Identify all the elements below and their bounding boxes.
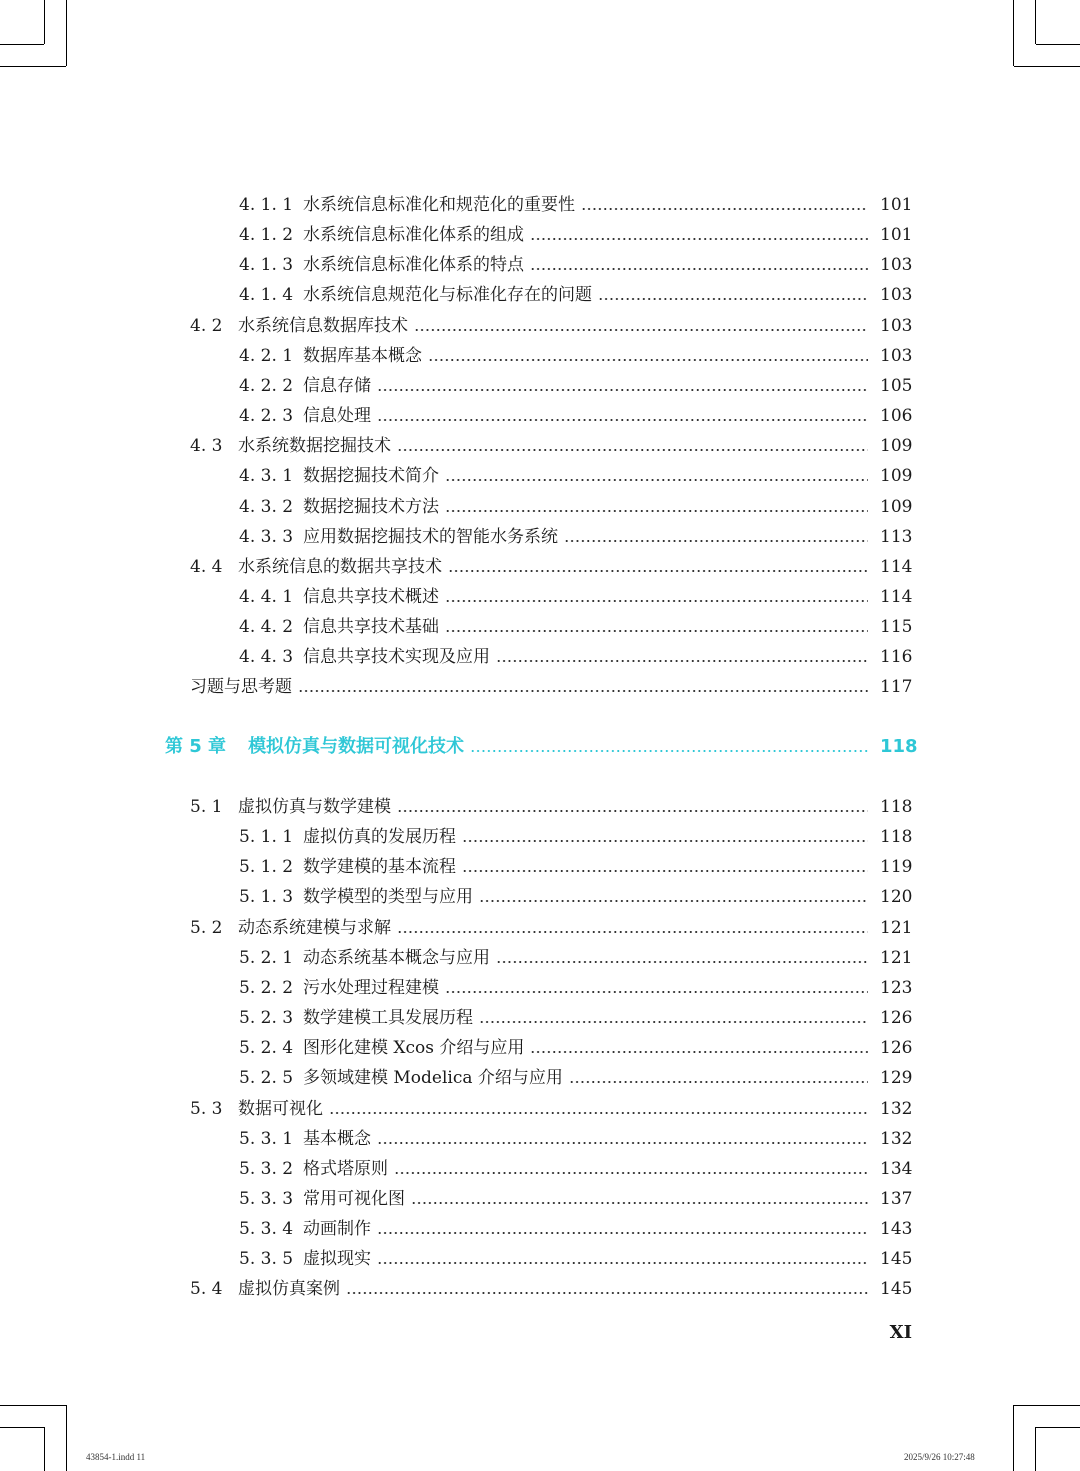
toc-entry-title: 虚拟仿真案例 xyxy=(238,1279,340,1300)
toc-entry[interactable] xyxy=(239,1244,913,1274)
toc-entry-number: 4. 3. 1 xyxy=(239,466,294,487)
toc-entry[interactable] xyxy=(239,943,913,973)
toc-entry-title: 多领域建模 Modelica 介绍与应用 xyxy=(303,1068,563,1089)
toc-entry-title: 水系统数据挖掘技术 xyxy=(238,436,391,457)
toc-entry-number: 5. 2. 1 xyxy=(239,947,294,968)
crop-mark-tl-v2 xyxy=(44,0,45,44)
toc-entry-title: 数据可视化 xyxy=(238,1098,323,1119)
toc-entry[interactable] xyxy=(239,973,913,1003)
toc-entry-number: 5. 2. 2 xyxy=(239,977,294,998)
toc-entry[interactable] xyxy=(239,822,913,852)
toc-entry-title: 信息共享技术实现及应用 xyxy=(303,647,490,668)
toc-entry-number: 5. 2. 4 xyxy=(239,1038,294,1059)
toc-entry-number: 4. 4. 3 xyxy=(239,647,294,668)
crop-mark-tr-h xyxy=(1014,66,1080,67)
toc-leader-dots xyxy=(581,190,868,220)
crop-mark-bl-v2 xyxy=(44,1427,45,1471)
toc-entry[interactable] xyxy=(239,522,913,552)
toc-entry[interactable] xyxy=(239,852,913,882)
toc-entry-number: 4. 4. 1 xyxy=(239,586,294,607)
toc-entry[interactable] xyxy=(239,642,913,672)
toc-leader-dots xyxy=(462,822,868,852)
toc-entry-page: 145 xyxy=(880,1279,913,1300)
toc-entry-title: 信息共享技术基础 xyxy=(303,617,439,638)
toc-entry-page: 103 xyxy=(880,255,913,276)
toc-entry-page: 113 xyxy=(880,526,913,547)
toc-entry-page: 120 xyxy=(880,887,913,908)
crop-mark-tr-v xyxy=(1013,0,1014,66)
toc-entry-page: 123 xyxy=(880,977,913,998)
crop-mark-br-h xyxy=(1014,1405,1080,1406)
toc-entry-number: 5. 2. 3 xyxy=(239,1008,294,1029)
toc-entry[interactable] xyxy=(190,311,913,341)
toc-entry-page: 129 xyxy=(880,1068,913,1089)
toc-entry[interactable] xyxy=(190,913,913,943)
toc-entry-page: 105 xyxy=(880,375,913,396)
toc-entry[interactable] xyxy=(239,612,913,642)
crop-mark-tl-h xyxy=(0,66,66,67)
toc-entry-page: 114 xyxy=(880,556,913,577)
toc-entry-page: 109 xyxy=(880,436,913,457)
toc-entry[interactable] xyxy=(190,552,913,582)
toc-entry-title: 水系统信息标准化体系的特点 xyxy=(303,255,524,276)
toc-leader-dots xyxy=(377,1244,868,1274)
toc-leader-dots xyxy=(598,280,868,310)
toc-entry[interactable] xyxy=(239,1003,913,1033)
toc-entry-page: 109 xyxy=(880,466,913,487)
crop-mark-br-v2 xyxy=(1035,1427,1036,1471)
toc-entry-number: 5. 1 xyxy=(190,797,223,817)
toc-entry-title: 常用可视化图 xyxy=(303,1188,405,1209)
page-folio: XI xyxy=(889,1322,912,1343)
toc-leader-dots xyxy=(530,250,868,280)
toc-leader-dots xyxy=(445,612,868,642)
toc-entry-page: 132 xyxy=(880,1098,913,1119)
toc-entry[interactable] xyxy=(239,371,913,401)
toc-entry-page: 103 xyxy=(880,345,913,366)
toc-leader-dots xyxy=(496,943,868,973)
toc-leader-dots xyxy=(479,882,868,912)
toc-entry[interactable] xyxy=(239,1063,913,1093)
toc-leader-dots xyxy=(397,792,868,822)
toc-entry-page: 106 xyxy=(880,406,913,427)
toc-entry[interactable] xyxy=(239,1124,913,1154)
toc-leader-dots xyxy=(470,732,868,762)
toc-entry-title: 动画制作 xyxy=(303,1219,371,1240)
toc-entry-number: 5. 2. 5 xyxy=(239,1068,294,1089)
toc-entry[interactable] xyxy=(239,280,913,310)
toc-entry-page: 103 xyxy=(880,315,913,336)
toc-entry[interactable] xyxy=(239,1033,913,1063)
toc-entry-number: 5. 3. 4 xyxy=(239,1219,294,1240)
toc-entry-title: 信息处理 xyxy=(303,406,371,427)
toc-entry-page: 101 xyxy=(880,225,913,246)
toc-entry-title: 水系统信息标准化和规范化的重要性 xyxy=(303,195,575,215)
toc-entry-page: 134 xyxy=(880,1158,913,1179)
toc-entry-number: 5. 3. 5 xyxy=(239,1249,294,1270)
slug-file-info: 43854-1.indd 11 xyxy=(86,1452,146,1462)
toc-entry-title: 信息存储 xyxy=(303,375,371,396)
toc-leader-dots xyxy=(445,973,868,1003)
toc-entry[interactable] xyxy=(239,341,913,371)
toc-entry-number: 5. 1. 2 xyxy=(239,857,294,878)
toc-leader-dots xyxy=(564,522,868,552)
toc-entry-title: 水系统信息标准化体系的组成 xyxy=(303,225,524,246)
toc-entry[interactable] xyxy=(190,1274,913,1304)
toc-entry[interactable] xyxy=(239,461,913,491)
toc-entry[interactable] xyxy=(239,220,913,250)
toc-entry-page: 118 xyxy=(880,736,918,757)
toc-entry-number: 5. 1. 3 xyxy=(239,887,294,908)
crop-mark-tr-v2 xyxy=(1035,0,1036,44)
toc-entry-number: 4. 2. 3 xyxy=(239,406,294,427)
toc-entry-number: 4. 4. 2 xyxy=(239,617,294,638)
toc-entry-number: 4. 1. 1 xyxy=(239,195,294,215)
toc-leader-dots xyxy=(445,461,868,491)
toc-entry-number: 第 5 章 xyxy=(165,736,227,757)
toc-entry[interactable] xyxy=(190,431,913,461)
toc-entry-title: 动态系统建模与求解 xyxy=(238,917,391,938)
toc-entry-title: 水系统信息的数据共享技术 xyxy=(238,556,442,577)
toc-entry[interactable] xyxy=(239,1184,913,1214)
toc-entry-title: 虚拟现实 xyxy=(303,1249,371,1270)
toc-entry[interactable] xyxy=(239,250,913,280)
toc-entry-page: 115 xyxy=(880,617,913,638)
toc-entry-number: 5. 3. 2 xyxy=(239,1158,294,1179)
toc-entry-title: 基本概念 xyxy=(303,1128,371,1149)
toc-leader-dots xyxy=(377,401,868,431)
toc-leader-dots xyxy=(377,1214,868,1244)
toc-leader-dots xyxy=(462,852,868,882)
toc-leader-dots xyxy=(530,220,868,250)
crop-mark-bl-h2 xyxy=(0,1427,44,1428)
toc-entry-page: 118 xyxy=(880,797,913,817)
toc-entry[interactable] xyxy=(190,792,913,822)
toc-entry-title: 图形化建模 Xcos 介绍与应用 xyxy=(303,1038,525,1059)
toc-entry-page: 114 xyxy=(880,586,913,607)
toc-leader-dots xyxy=(448,552,868,582)
toc-entry-number: 5. 3. 3 xyxy=(239,1188,294,1209)
toc-entry-title: 虚拟仿真的发展历程 xyxy=(303,827,456,848)
toc-entry[interactable] xyxy=(239,492,913,522)
crop-mark-bl-v xyxy=(66,1405,67,1471)
toc-entry-page: 126 xyxy=(880,1038,913,1059)
toc-entry-page: 118 xyxy=(880,827,913,848)
toc-entry-title: 习题与思考题 xyxy=(190,677,292,698)
toc-leader-dots xyxy=(445,582,868,612)
toc-entry-number: 4. 3. 2 xyxy=(239,496,294,517)
toc-entry[interactable] xyxy=(190,1094,913,1124)
toc-leader-dots xyxy=(411,1184,868,1214)
toc-entry-title: 数学建模工具发展历程 xyxy=(303,1008,473,1029)
toc-entry-number: 4. 2 xyxy=(190,315,223,336)
slug-timestamp: 2025/9/26 10:27:48 xyxy=(904,1452,975,1462)
toc-entry-number: 4. 1. 4 xyxy=(239,285,294,306)
toc-entry[interactable] xyxy=(239,190,913,220)
toc-entry-page: 137 xyxy=(880,1188,913,1209)
toc-entry-number: 4. 3. 3 xyxy=(239,526,294,547)
toc-entry-page: 126 xyxy=(880,1008,913,1029)
toc-entry-title: 虚拟仿真与数学建模 xyxy=(238,797,391,817)
toc-entry-number: 5. 3. 1 xyxy=(239,1128,294,1149)
toc-entry-title: 数据库基本概念 xyxy=(303,345,422,366)
toc-entry-page: 101 xyxy=(880,195,913,215)
toc-entry-title: 应用数据挖掘技术的智能水务系统 xyxy=(303,526,558,547)
toc-entry-title: 格式塔原则 xyxy=(303,1158,388,1179)
toc-entry-title: 数学模型的类型与应用 xyxy=(303,887,473,908)
toc-leader-dots xyxy=(496,642,868,672)
toc-entry-number: 4. 1. 3 xyxy=(239,255,294,276)
toc-leader-dots xyxy=(414,311,868,341)
toc-entry-number: 4. 1. 2 xyxy=(239,225,294,246)
toc-leader-dots xyxy=(298,672,868,702)
toc-entry-number: 4. 3 xyxy=(190,436,223,457)
toc-entry-page: 109 xyxy=(880,496,913,517)
toc-entry[interactable] xyxy=(239,401,913,431)
toc-entry-page: 103 xyxy=(880,285,913,306)
toc-entry-page: 121 xyxy=(880,947,913,968)
toc-entry-page: 121 xyxy=(880,917,913,938)
toc-entry-title: 数据挖掘技术方法 xyxy=(303,496,439,517)
toc-entry-number: 5. 3 xyxy=(190,1098,223,1119)
toc-entry-page: 145 xyxy=(880,1249,913,1270)
crop-mark-br-v xyxy=(1013,1405,1014,1471)
toc-entry-title: 模拟仿真与数据可视化技术 xyxy=(248,736,465,757)
toc-leader-dots xyxy=(479,1003,868,1033)
toc-entry-number: 4. 2. 2 xyxy=(239,375,294,396)
crop-mark-tl-h2 xyxy=(0,44,44,45)
toc-entry-number: 5. 4 xyxy=(190,1279,223,1300)
toc-entry[interactable] xyxy=(239,582,913,612)
toc-entry[interactable] xyxy=(190,672,913,702)
toc-entry[interactable] xyxy=(239,1214,913,1244)
crop-mark-bl-h xyxy=(0,1405,66,1406)
toc-entry-number: 4. 4 xyxy=(190,556,223,577)
toc-entry-page: 143 xyxy=(880,1219,913,1240)
crop-mark-tl-v xyxy=(66,0,67,66)
toc-entry-number: 5. 2 xyxy=(190,917,223,938)
toc-entry-title: 污水处理过程建模 xyxy=(303,977,439,998)
toc-entry-page: 119 xyxy=(880,857,913,878)
toc-leader-dots xyxy=(445,492,868,522)
crop-mark-br-h2 xyxy=(1036,1427,1080,1428)
toc-entry[interactable] xyxy=(239,882,913,912)
toc-leader-dots xyxy=(377,371,868,401)
toc-chapter-row[interactable] xyxy=(165,732,918,762)
toc-entry-page: 117 xyxy=(880,677,913,698)
toc-leader-dots xyxy=(569,1063,868,1093)
toc-leader-dots xyxy=(346,1274,868,1304)
crop-mark-tr-h2 xyxy=(1036,44,1080,45)
toc-entry-number: 5. 1. 1 xyxy=(239,827,294,848)
toc-entry-title: 数据挖掘技术简介 xyxy=(303,466,439,487)
toc-entry-title: 水系统信息数据库技术 xyxy=(238,315,408,336)
toc-leader-dots xyxy=(397,431,868,461)
toc-leader-dots xyxy=(397,913,868,943)
toc-entry-title: 水系统信息规范化与标准化存在的问题 xyxy=(303,285,592,306)
toc-leader-dots xyxy=(530,1033,868,1063)
toc-leader-dots xyxy=(428,341,868,371)
toc-leader-dots xyxy=(377,1124,868,1154)
toc-leader-dots xyxy=(394,1154,868,1184)
toc-entry-number: 4. 2. 1 xyxy=(239,345,294,366)
toc-entry-title: 动态系统基本概念与应用 xyxy=(303,947,490,968)
toc-entry-title: 信息共享技术概述 xyxy=(303,586,439,607)
toc-entry-page: 132 xyxy=(880,1128,913,1149)
toc-leader-dots xyxy=(329,1094,868,1124)
toc-entry-page: 116 xyxy=(880,647,913,668)
toc-entry[interactable] xyxy=(239,1154,913,1184)
toc-entry-title: 数学建模的基本流程 xyxy=(303,857,456,878)
